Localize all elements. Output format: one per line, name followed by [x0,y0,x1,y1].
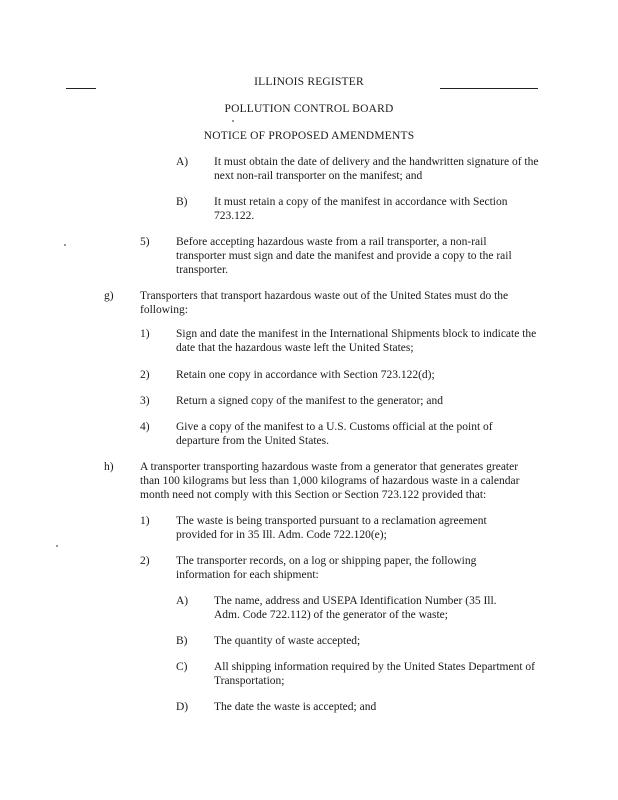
register-title: ILLINOIS REGISTER [254,76,364,88]
item-text: The quantity of waste accepted; [214,635,361,647]
item-marker: 1) [140,328,150,340]
item-marker: 1) [140,515,150,527]
item-marker: A) [176,156,189,168]
item-marker: g) [104,290,114,302]
item-text: Give a copy of the manifest to a U.S. Customs official at the point of departure from the United States. [176,421,493,447]
item-text: It must retain a copy of the manifest in accordance with Section 723.122. [214,196,508,222]
item-marker: B) [176,196,188,208]
item-text: Return a signed copy of the manifest to the generator; and [176,395,443,407]
item-text: The date the waste is accepted; and [214,701,377,713]
item-text: Transporters that transport hazardous waste out of the United States must do the following: [140,290,509,316]
item-text: A transporter transporting hazardous waste from a generator that generates greater than 100 kilograms but less than 1,000 kilograms of hazardous waste in a calendar month need not comply with this Section or Section 723.122 provided that: [140,461,520,501]
notice-title: NOTICE OF PROPOSED AMENDMENTS [203,130,415,142]
scan-speck [232,120,234,122]
board-title: POLLUTION CONTROL BOARD [224,103,394,115]
item-text: All shipping information required by the United States Department of Transportation; [214,661,535,687]
scan-speck [64,244,66,246]
item-marker: 2) [140,369,150,381]
scan-speck [56,545,58,547]
item-marker: h) [104,461,114,473]
item-marker: B) [176,635,188,647]
item-text: The waste is being transported pursuant to a reclamation agreement provided for in 35 Ill. Adm. Code 722.120(e); [176,515,487,541]
item-text: The name, address and USEPA Identification Number (35 Ill. Adm. Code 722.112) of the generator of the waste; [214,595,497,621]
item-text: The transporter records, on a log or shipping paper, the following information for each shipment: [176,555,477,581]
item-text: Retain one copy in accordance with Section 723.122(d); [176,369,435,381]
item-text: Before accepting hazardous waste from a rail transporter, a non-rail transporter must sign and date the manifest and provide a copy to the rail transporter. [176,236,512,276]
item-marker: C) [176,661,188,673]
item-marker: 3) [140,395,150,407]
item-text: It must obtain the date of delivery and the handwritten signature of the next non-rail transporter on the manifest; and [214,156,539,182]
item-marker: 4) [140,421,150,433]
item-marker: 5) [140,236,150,248]
item-marker: A) [176,595,189,607]
item-marker: 2) [140,555,150,567]
item-marker: D) [176,701,189,713]
item-text: Sign and date the manifest in the International Shipments block to indicate the date that the hazardous waste left the United States; [176,328,537,354]
